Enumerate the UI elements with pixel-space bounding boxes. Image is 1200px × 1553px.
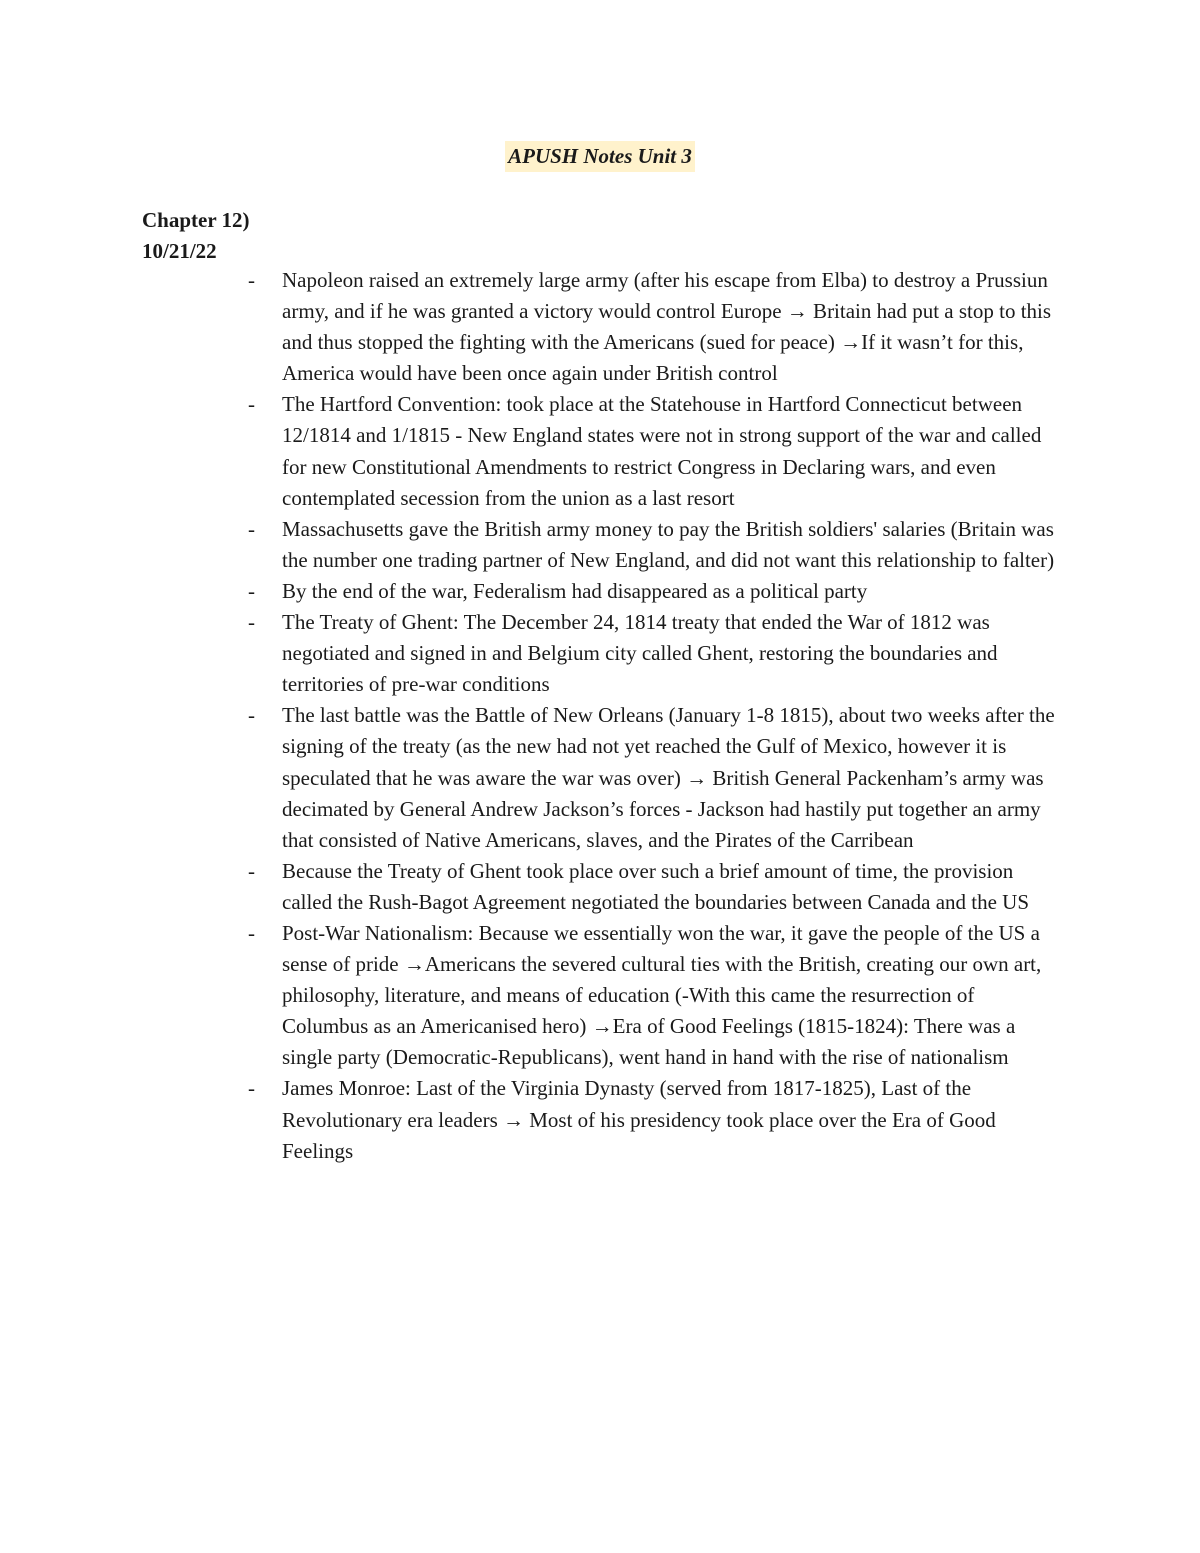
note-text: The Treaty of Ghent: The December 24, 1814 treaty that ended the War of 1812 was negotiated and signed in and Belgium city called Ghent, restoring the boundaries and territories of pre-war conditions xyxy=(282,610,998,697)
note-item xyxy=(244,389,1062,513)
bullet-dash: - xyxy=(248,858,255,883)
note-text: Massachusetts gave the British army money to pay the British soldiers' salaries (Britain was the number one trading partner of New England, and did not want this relationship to falter) xyxy=(282,516,1055,572)
note-text: James Monroe: Last of the Virginia Dynasty (served from 1817-1825), Last of the Revolutionary era leaders → Most of his presidency took place over the Era of Good Feelings xyxy=(282,1076,996,1163)
note-text: Napoleon raised an extremely large army (after his escape from Elba) to destroy a Prussiun army, and if he was granted a victory would control Europe → Britain had put a stop to this and thus stopped the fighting with the Americans (sued for peace) →If it wasn’t for this, America would have been once again under British control xyxy=(282,268,1052,386)
note-item xyxy=(244,607,1062,700)
document-title: APUSH Notes Unit 3 xyxy=(505,141,695,172)
note-item xyxy=(244,576,1062,607)
note-item xyxy=(244,918,1062,1073)
bullet-dash: - xyxy=(248,1076,255,1101)
title-container xyxy=(0,141,1200,172)
note-item xyxy=(244,1073,1062,1166)
note-text: By the end of the war, Federalism had disappeared as a political party xyxy=(282,578,868,603)
chapter-heading: Chapter 12) xyxy=(142,208,250,232)
bullet-dash: - xyxy=(248,610,255,635)
bullet-dash: - xyxy=(248,516,255,541)
bullet-dash: - xyxy=(248,392,255,417)
note-date: 10/21/22 xyxy=(142,239,217,263)
bullet-dash: - xyxy=(248,703,255,728)
note-text: The last battle was the Battle of New Orleans (January 1-8 1815), about two weeks after the signing of the treaty (as the new had not yet reached the Gulf of Mexico, however it is speculated that he was aware the war was over) → British General Packenham’s army was decimated by General Andrew Jackson’s forces - Jackson had hastily put together an army that consisted of Native Americans, slaves, and the Pirates of the Carribean xyxy=(282,703,1055,852)
note-text: Because the Treaty of Ghent took place over such a brief amount of time, the provision called the Rush-Bagot Agreement negotiated the boundaries between Canada and the US xyxy=(282,858,1030,914)
note-item xyxy=(244,700,1062,855)
note-item xyxy=(244,856,1062,918)
bullet-dash: - xyxy=(248,268,255,292)
note-item xyxy=(244,265,1062,389)
note-item xyxy=(244,514,1062,576)
note-text: Post-War Nationalism: Because we essentially won the war, it gave the people of the US a sense of pride →Americans the severed cultural ties with the British, creating our own art, philosophy, literature, and means of education (-With this came the resurrection of Columbus as an Americanised hero) →Era of Good Feelings (1815-1824): There was a single party (Democratic-Republicans), went hand in hand with the rise of nationalism xyxy=(282,920,1042,1070)
bullet-dash: - xyxy=(248,920,255,945)
notes-list xyxy=(244,265,1062,1167)
bullet-dash: - xyxy=(248,578,255,603)
note-text: The Hartford Convention: took place at the Statehouse in Hartford Connecticut between 12/1814 and 1/1815 - New England states were not in strong support of the war and called for new Constitutional Amendments to restrict Congress in Declaring wars, and even contemplated secession from the union as a last resort xyxy=(282,392,1042,510)
